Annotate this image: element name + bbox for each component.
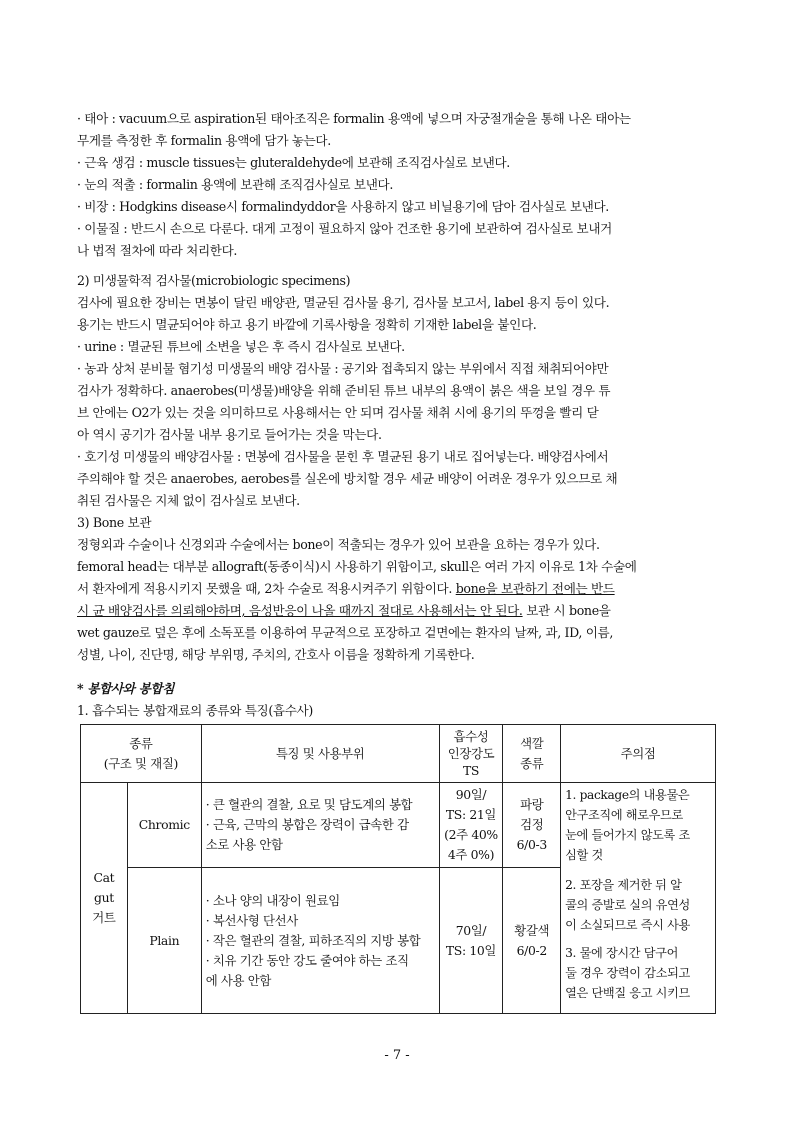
ts-item: TS: 10일 — [445, 942, 497, 958]
feature-item: · 작은 혈관의 결찰, 피하조직의 지방 봉합 — [205, 932, 421, 948]
section3-line: femoral head는 대부분 allograft(동종이식)시 사용하기 위함이고, skull은 여러 가지 이유로 1차 수술에 — [77, 559, 637, 574]
header-features: 특징 및 사용부위 — [201, 725, 439, 783]
header-color — [503, 725, 561, 783]
table-header-row — [81, 725, 716, 783]
caution-line: 심할 것 — [565, 848, 603, 862]
catgut-cell — [81, 783, 128, 1014]
ts-item: (2주 40% — [444, 827, 498, 842]
color-item: 파랑 — [520, 797, 544, 812]
feature-item: · 근육, 근막의 봉합은 장력이 급속한 감 — [205, 817, 409, 832]
section2-line: · 호기성 미생물의 배양검사물 : 면봉에 검사물을 묻힌 후 멸균된 용기 내로 집어넣는다. 배양검사에서 — [77, 449, 609, 464]
caution-spacer — [565, 865, 711, 875]
caution-cell — [561, 783, 716, 1014]
caution-line: 1. package의 내용물은 — [565, 788, 690, 802]
caution-line: 눈에 들어가지 않도록 조 — [565, 828, 690, 842]
catgut-label-3: 거트 — [92, 910, 116, 925]
section3-line: wet gauze로 덮은 후에 소독포를 이용하여 무균적으로 포장하고 겉면에는 환자의 날짜, 과, ID, 이름, — [77, 625, 614, 640]
caution-line: 2. 포장을 제거한 뒤 알 — [565, 878, 682, 892]
ts-item: TS: 21일 — [445, 807, 497, 822]
section2-heading: 2) 미생물학적 검사물(microbiologic specimens) — [77, 273, 351, 288]
suture-subheading: 1. 흡수되는 봉합재료의 종류와 특징(흡수사) — [77, 703, 313, 718]
header-kind — [81, 725, 202, 783]
feature-item: · 큰 혈관의 결찰, 요로 및 담도계의 봉합 — [205, 797, 413, 812]
feature-item: 소로 사용 안함 — [205, 837, 283, 852]
section2-line: 브 안에는 O2가 있는 것을 의미하므로 사용해서는 안 되며 검사물 채취 시에 용기의 뚜껑을 빨리 닫 — [77, 405, 599, 420]
feature-item: · 복선사형 단선사 — [205, 912, 298, 928]
section3-line — [77, 578, 615, 600]
plain-features — [201, 868, 439, 1014]
plain-color — [503, 868, 561, 1014]
feature-item: · 소나 양의 내장이 원료임 — [205, 892, 340, 908]
caution-line: 둘 경우 장력이 감소되고 — [565, 966, 690, 980]
section3-line: 성별, 나이, 진단명, 해당 부위명, 주치의, 간호사 이름을 정확하게 기록한다. — [77, 647, 475, 662]
bullet-muscle-biopsy: · 근육 생검 : muscle tissues는 gluteraldehyde에 보관해 조직검사실로 보낸다. — [77, 155, 510, 170]
header-kind-label: 종류 — [129, 735, 153, 751]
caution-spacer — [565, 935, 711, 943]
section3-underlined-text: 시 균 배양검사를 의뢰해야하며, 음성반응이 나올 때까지 절대로 사용해서는 안 된다. — [77, 603, 523, 618]
caution-line: 안구조직에 해로우므로 — [565, 808, 683, 822]
chromic-name: Chromic — [127, 783, 201, 868]
bullet-fetus-2: 무게를 측정한 후 formalin 용액에 담가 놓는다. — [77, 133, 331, 148]
section3-line — [77, 600, 611, 622]
header-caution: 주의점 — [561, 725, 716, 783]
header-color-2: 종류 — [520, 755, 544, 771]
section2-line: 취된 검사물은 지체 없이 검사실로 보낸다. — [77, 493, 300, 508]
bullet-spleen: · 비장 : Hodgkins disease시 formalindyddor을 사용하지 않고 비닐용기에 담아 검사실로 보낸다. — [77, 199, 609, 214]
section3-line3-text: 서 환자에게 적용시키지 못했을 때, 2차 수술로 적용시켜주기 위함이다. — [77, 581, 456, 596]
bullet-foreign-body-1: · 이물질 : 반드시 손으로 다룬다. 대게 고정이 필요하지 않아 건조한 용기에 보관하여 검사실로 보내거 — [77, 221, 612, 236]
ts-item: 4주 0%) — [447, 847, 495, 862]
caution-line: 열은 단백질 응고 시키므 — [565, 986, 690, 1000]
color-item: 6/0-2 — [516, 942, 547, 958]
section3-line: 정형외과 수술이나 신경외과 수술에서는 bone이 적출되는 경우가 있어 보관을 요하는 경우가 있다. — [77, 537, 600, 552]
plain-name: Plain — [127, 868, 201, 1014]
header-tensile-1: 흡수성 — [453, 729, 489, 744]
color-item: 6/0-3 — [516, 837, 547, 852]
caution-line: 콜의 증발로 실의 유연성 — [565, 898, 690, 912]
chromic-features — [201, 783, 439, 868]
section2-line: 용기는 반드시 멸균되어야 하고 용기 바깥에 기록사항을 정확히 기재한 label을 붙인다. — [77, 317, 537, 332]
header-tensile — [439, 725, 503, 783]
chromic-color — [503, 783, 561, 868]
bullet-foreign-body-2: 나 법적 절차에 따라 처리한다. — [77, 243, 238, 258]
caution-line: 이 소실되므로 즉시 사용 — [565, 918, 690, 932]
chromic-tensile — [439, 783, 503, 868]
section2-line: 주의해야 할 것은 anaerobes, aerobes를 실온에 방치할 경우 세균 배양이 어려운 경우가 있으므로 채 — [77, 471, 618, 486]
page-number: - 7 - — [384, 1048, 410, 1063]
plain-tensile — [439, 868, 503, 1014]
suture-heading: * 봉합사와 봉합침 — [77, 681, 175, 696]
color-item: 황갈색 — [514, 922, 550, 938]
section2-line: · 농과 상처 분비물 혐기성 미생물의 배양 검사물 : 공기와 접촉되지 않는 부위에서 직접 채취되어야만 — [77, 361, 609, 376]
caution-line: 3. 물에 장시간 담구어 — [565, 946, 679, 960]
header-tensile-2: 인장강도 — [447, 746, 495, 761]
section3-line4-text: 보관 시 bone을 — [522, 603, 611, 618]
table-row — [81, 783, 716, 868]
section2-line: 아 역시 공기가 검사물 내부 용기로 들어가는 것을 막는다. — [77, 427, 382, 442]
feature-item: · 치유 기간 동안 강도 줄여야 하는 조직 — [205, 952, 409, 968]
section2-line: 검사가 정확하다. anaerobes(미생물)배양을 위해 준비된 튜브 내부의 용액이 붉은 색을 보일 경우 튜 — [77, 383, 611, 398]
color-item: 검정 — [520, 817, 544, 832]
bullet-eye: · 눈의 적출 : formalin 용액에 보관해 조직검사실로 보낸다. — [77, 177, 394, 192]
section2-line: · urine : 멸균된 튜브에 소변을 넣은 후 즉시 검사실로 보낸다. — [77, 339, 405, 354]
section3-heading: 3) Bone 보관 — [77, 515, 152, 530]
header-tensile-3: TS — [462, 763, 479, 778]
section3-underlined-text: bone을 보관하기 전에는 반드 — [455, 581, 615, 596]
absorbable-suture-table — [80, 724, 716, 1014]
section2-line: 검사에 필요한 장비는 면봉이 달린 배양관, 멸균된 검사물 용기, 검사물 보고서, label 용지 등이 있다. — [77, 295, 610, 310]
catgut-label-2: gut — [94, 890, 114, 905]
feature-item: 에 사용 안함 — [205, 972, 271, 988]
ts-item: 70일/ — [455, 922, 487, 938]
header-kind-sub-label: (구조 및 재질) — [103, 755, 178, 771]
bullet-fetus-1: · 태아 : vacuum으로 aspiration된 태아조직은 formalin 용액에 넣으며 자궁절개술을 통해 나온 태아는 — [77, 111, 631, 126]
catgut-label-1: Cat — [93, 870, 115, 885]
header-color-1: 색깔 — [520, 735, 544, 751]
ts-item: 90일/ — [455, 787, 487, 802]
